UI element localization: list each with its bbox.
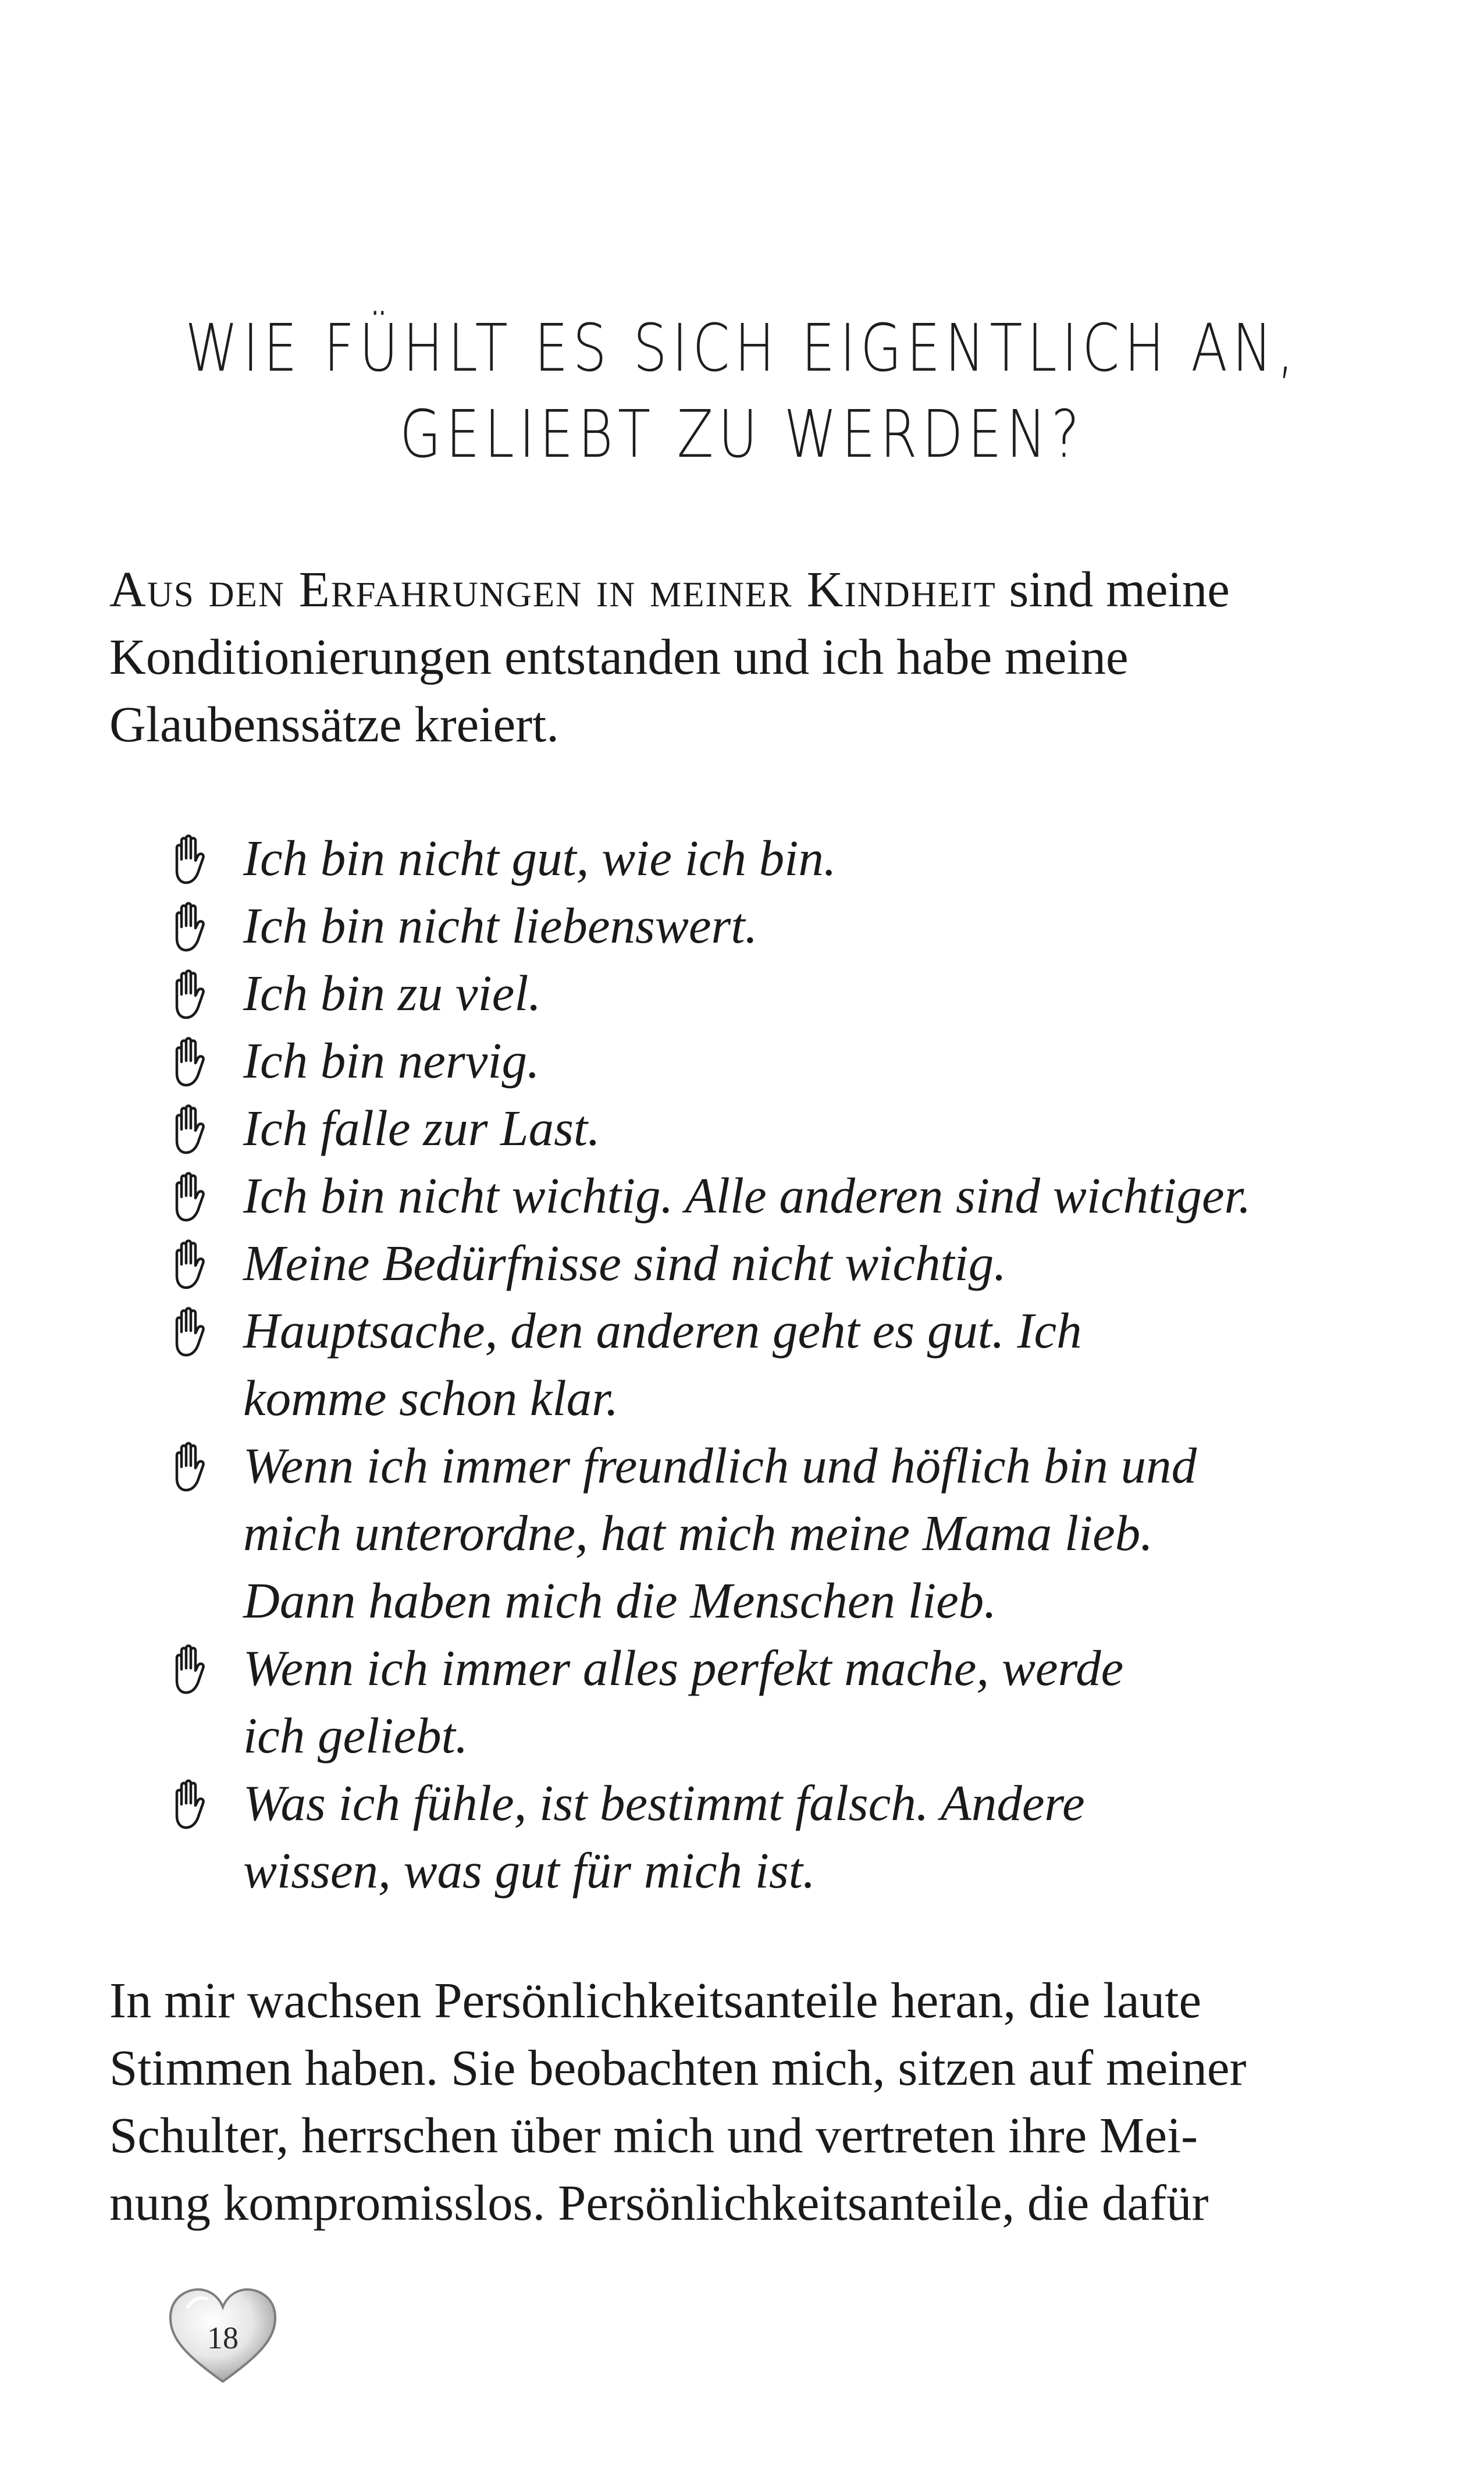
chapter-title-line-2: GELIEBT ZU WERDEN? (400, 397, 1084, 473)
belief-text-line: Ich bin nicht liebenswert. (243, 897, 758, 954)
belief-item (169, 892, 1216, 959)
belief-text-line: Ich bin nicht wichtig. Alle anderen sind wichtiger. (243, 1167, 1251, 1224)
belief-text-line: wissen, was gut für mich ist. (243, 1842, 816, 1899)
belief-text-line: Wenn ich immer freundlich und höflich bin und (243, 1437, 1197, 1494)
raised-hand-icon (169, 1306, 214, 1357)
intro-line-1-rest: sind meine (996, 561, 1230, 617)
belief-text-line: mich unterordne, hat mich meine Mama lieb. (243, 1505, 1154, 1561)
belief-item (169, 959, 1216, 1027)
belief-text-line: Was ich fühle, ist bestimmt falsch. Andere (243, 1775, 1085, 1831)
raised-hand-icon (169, 1644, 214, 1695)
chapter-title-line-1: WIE FÜHLT ES SICH EIGENTLICH AN, (185, 311, 1299, 387)
belief-text-line: Ich bin zu viel. (243, 965, 542, 1021)
belief-text-line: Hauptsache, den anderen geht es gut. Ich (243, 1302, 1082, 1359)
intro-smallcaps-lead: Aus den Erfahrungen in meiner Kindheit (109, 561, 997, 617)
page-number: 18 (207, 2320, 239, 2355)
outro-line-3: Schulter, herrschen über mich und vertreten ihre Mei- (109, 2107, 1198, 2163)
belief-text-line: Ich falle zur Last. (243, 1100, 600, 1156)
outro-line-2: Stimmen haben. Sie beobachten mich, sitzen auf meiner (109, 2039, 1247, 2096)
raised-hand-icon (169, 901, 214, 952)
belief-item (169, 1094, 1216, 1162)
intro-line-1 (109, 556, 1305, 623)
raised-hand-icon (169, 1441, 214, 1492)
belief-item (169, 1769, 1216, 1904)
page-number-badge (165, 2284, 281, 2389)
outro-line-4: nung kompromisslos. Persönlichkeitsanteile, die dafür (109, 2174, 1209, 2231)
raised-hand-icon (169, 1779, 214, 1830)
belief-item (169, 1634, 1216, 1769)
belief-text-line: Dann haben mich die Menschen lieb. (243, 1572, 997, 1629)
belief-text-line: Meine Bedürfnisse sind nicht wichtig. (243, 1235, 1007, 1291)
raised-hand-icon (169, 969, 214, 1020)
raised-hand-icon (169, 1036, 214, 1087)
raised-hand-icon (169, 1171, 214, 1222)
intro-paragraph (109, 556, 1305, 758)
belief-text-line: Ich bin nervig. (243, 1032, 540, 1089)
raised-hand-icon (169, 1104, 214, 1155)
belief-text-line: Wenn ich immer alles perfekt mache, werde (243, 1640, 1124, 1696)
chapter-title (134, 305, 1351, 478)
belief-text-line: ich geliebt. (243, 1707, 468, 1764)
outro-line-1: In mir wachsen Persönlichkeitsanteile heran, die laute (109, 1972, 1202, 2028)
outro-paragraph (109, 1967, 1305, 2237)
belief-item (169, 1162, 1251, 1229)
raised-hand-icon (169, 1239, 214, 1290)
beliefs-list (169, 824, 1251, 1904)
raised-hand-icon (169, 834, 214, 885)
belief-item (169, 1297, 1216, 1432)
belief-item (169, 1229, 1216, 1297)
belief-item (169, 824, 1216, 892)
intro-line-3: Glaubenssätze kreiert. (109, 696, 559, 752)
belief-text-line: komme schon klar. (243, 1370, 619, 1426)
belief-text-line: Ich bin nicht gut, wie ich bin. (243, 830, 837, 886)
intro-line-2: Konditionierungen entstanden und ich habe meine (109, 628, 1129, 685)
belief-item (169, 1432, 1216, 1634)
belief-item (169, 1027, 1216, 1094)
